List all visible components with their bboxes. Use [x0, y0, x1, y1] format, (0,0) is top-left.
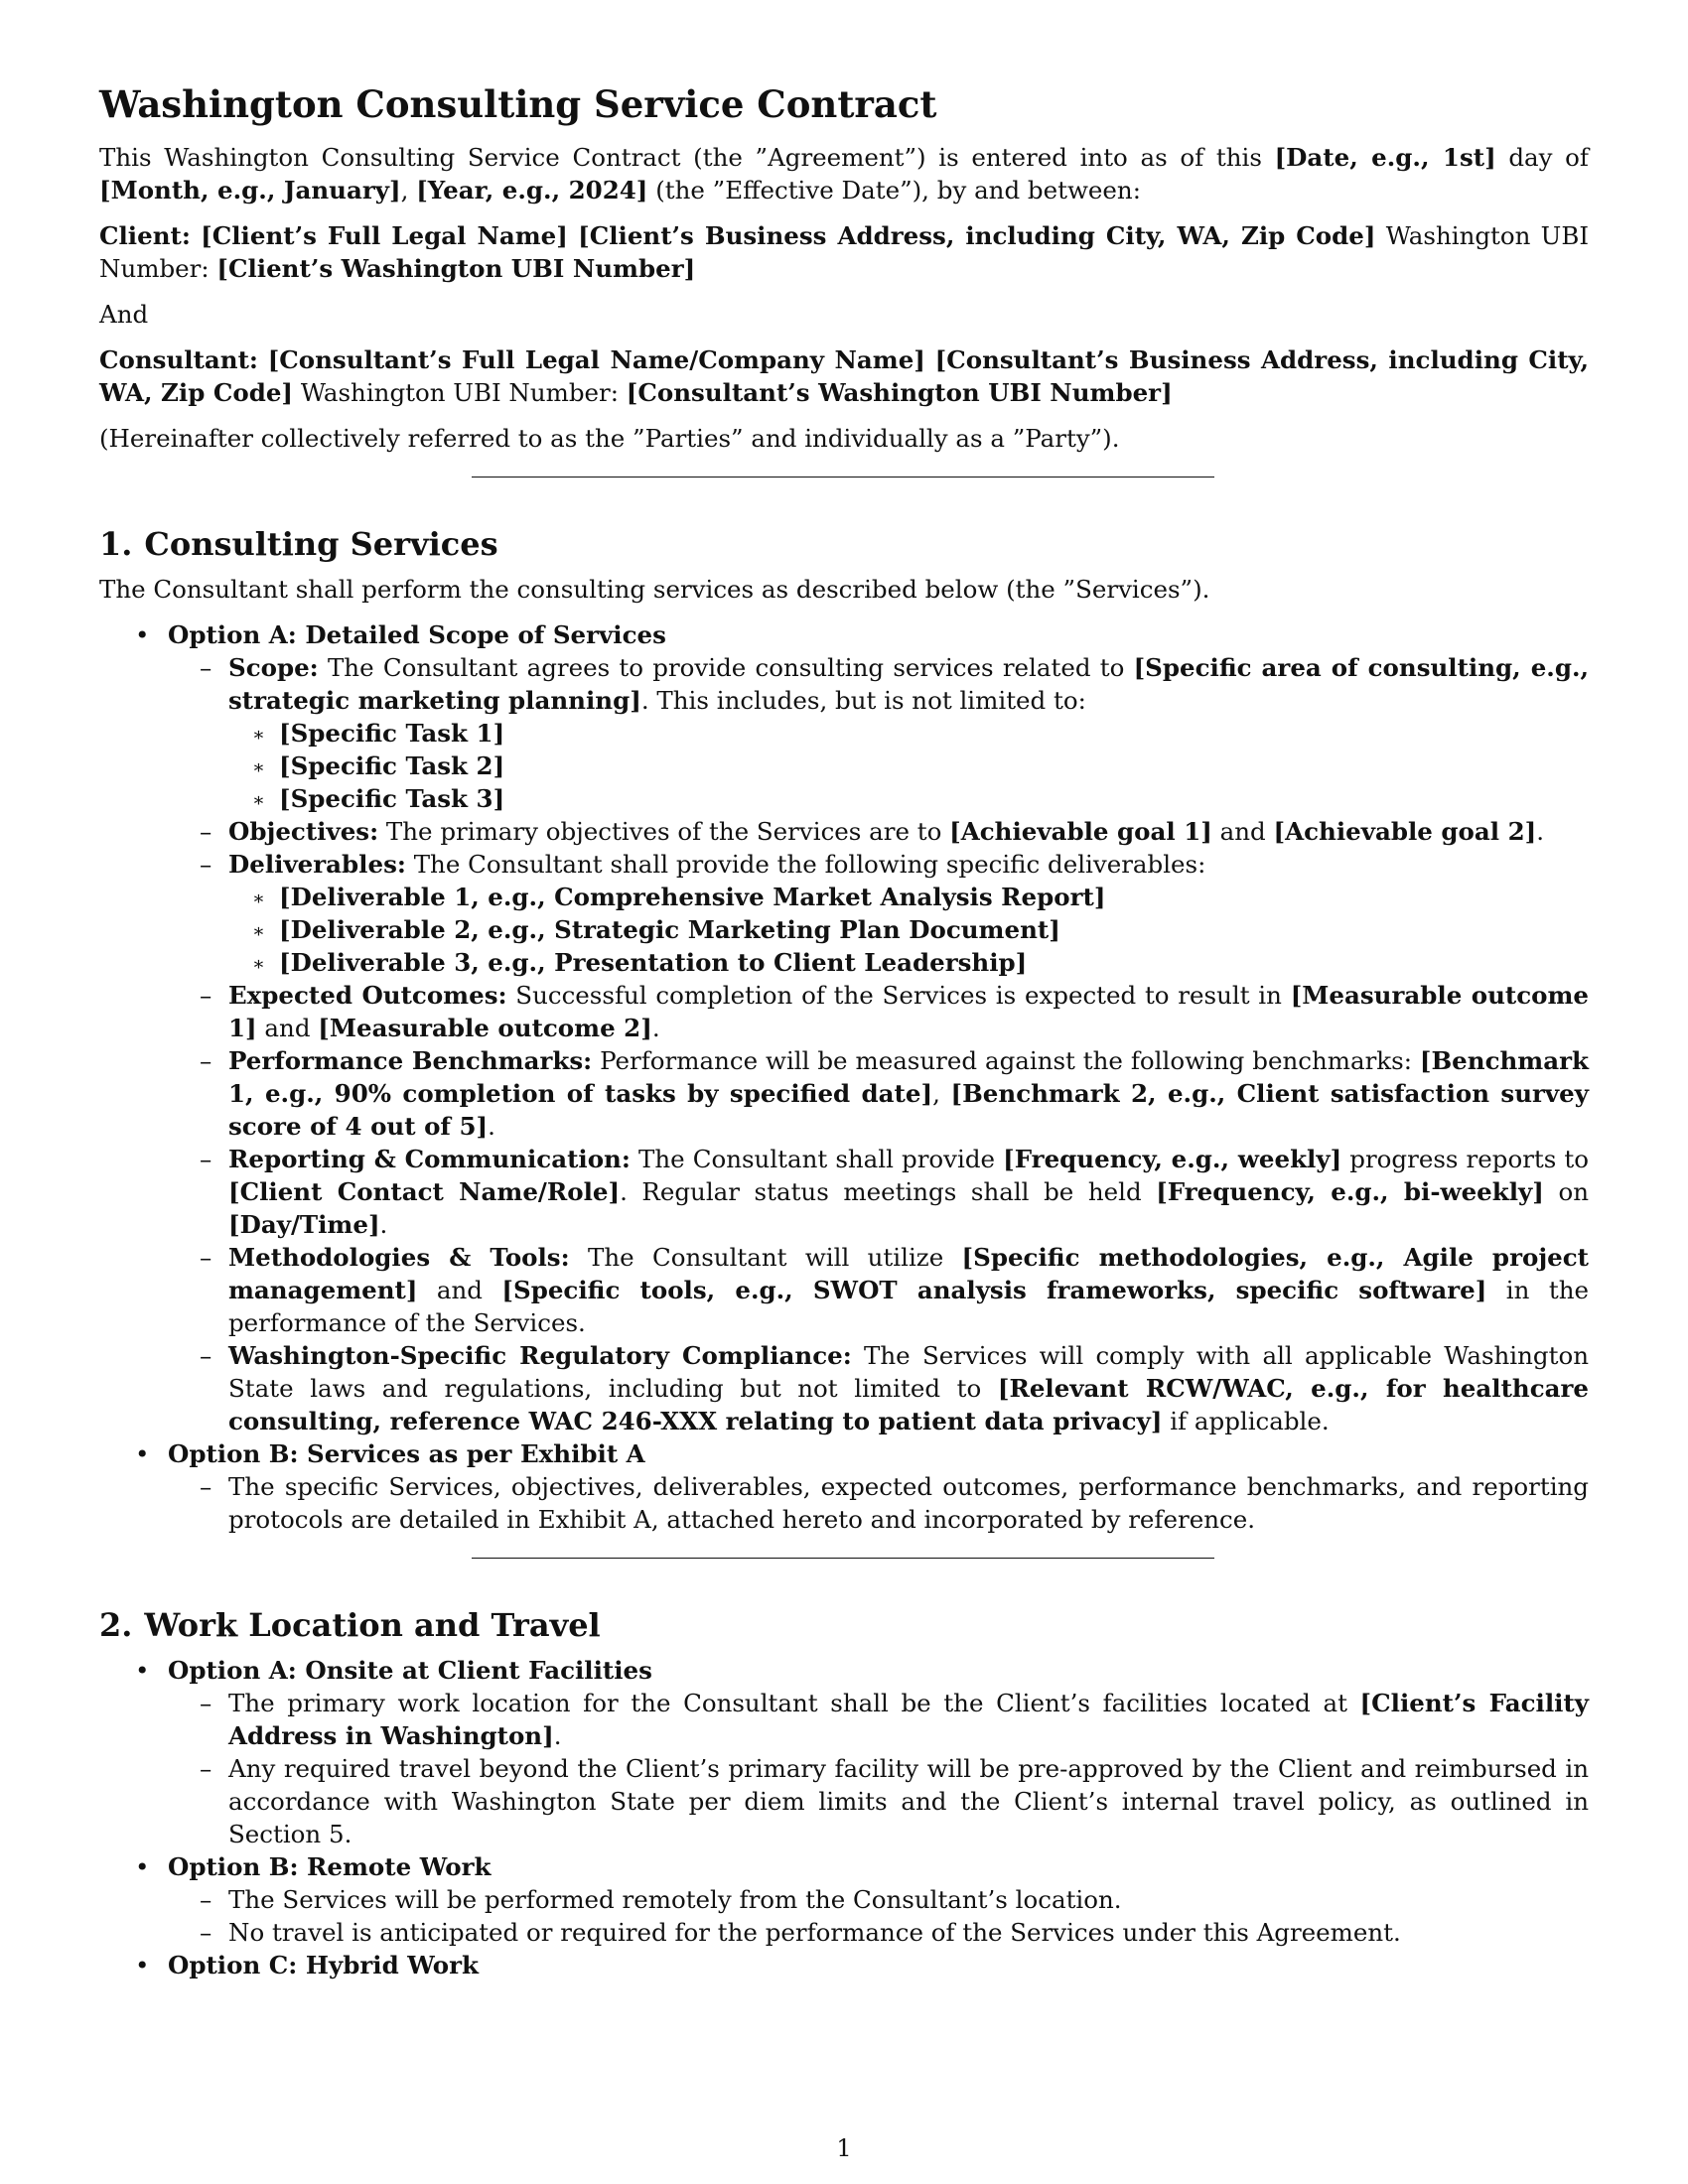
placeholder: [Client Contact Name/Role]: [228, 1177, 621, 1206]
intro-paragraph: [99, 141, 1589, 206]
list-item: [168, 1883, 1589, 1916]
section-number: 1.: [99, 525, 133, 563]
text: . This includes, but is not limited to:: [640, 686, 1086, 715]
list-item: [99, 1654, 1589, 1850]
section-divider: [472, 1558, 1214, 1559]
methods-label: Methodologies & Tools:: [228, 1243, 570, 1272]
placeholder: [Client’s Facility Address in Washington]: [228, 1689, 1589, 1750]
text: The Consultant agrees to provide consulting services related to: [318, 653, 1134, 682]
list-item: [99, 1850, 1589, 1949]
option-b-label: Option B: Services as per Exhibit A: [168, 1439, 645, 1468]
reporting-label: Reporting & Communication:: [228, 1145, 631, 1173]
task-placeholder: [Specific Task 1]: [279, 719, 505, 748]
dash-marker: –: [200, 1918, 212, 1947]
placeholder: [Specific tools, e.g., SWOT analysis frameworks, specific software]: [501, 1276, 1487, 1304]
document-title: Washington Consulting Service Contract: [99, 82, 937, 126]
text: day of: [1495, 143, 1590, 172]
outcomes-label: Expected Outcomes:: [228, 981, 507, 1010]
and-text: And: [99, 300, 149, 329]
list-item: [168, 651, 1589, 815]
list-item: [228, 750, 1589, 782]
bullet-marker: •: [135, 1951, 150, 1979]
page-number: 1: [836, 2134, 852, 2162]
placeholder: [Measurable outcome 1]: [228, 981, 1590, 1042]
dash-marker: –: [200, 817, 212, 846]
option-b-label: Option B: Remote Work: [168, 1852, 492, 1881]
bullet-marker: •: [135, 1656, 150, 1685]
bullet-marker: •: [135, 1439, 150, 1468]
placeholder: [Specific methodologies, e.g., Agile project management]: [228, 1243, 1590, 1304]
star-marker: ∗: [252, 724, 265, 746]
placeholder-year: [Year, e.g., 2024]: [416, 176, 648, 205]
placeholder: [Achievable goal 1]: [949, 817, 1212, 846]
star-marker: ∗: [252, 789, 265, 811]
text: Successful completion of the Services is expected to result in: [506, 981, 1291, 1010]
list-item: [99, 1949, 1589, 1981]
list-item: [228, 946, 1589, 979]
section-1-heading: [99, 523, 1589, 565]
section-divider: [472, 477, 1214, 478]
client-address-placeholder: [Client’s Business Address, including City, WA, Zip Code]: [578, 221, 1376, 250]
task-placeholder: [Specific Task 3]: [279, 784, 505, 813]
list-item: [168, 1339, 1589, 1437]
text: .: [488, 1112, 495, 1141]
list-item: [99, 1437, 1589, 1536]
section-title: Consulting Services: [144, 525, 498, 563]
client-name-placeholder: [Client’s Full Legal Name]: [201, 221, 568, 250]
consultant-label: Consultant:: [99, 345, 258, 374]
text: The Consultant shall provide: [630, 1145, 1004, 1173]
placeholder: [Day/Time]: [228, 1210, 380, 1239]
placeholder-date: [Date, e.g., 1st]: [1274, 143, 1496, 172]
hereinafter-paragraph: (Hereinafter collectively referred to as the ”Parties” and individually as a ”Party”).: [99, 424, 1120, 453]
dash-marker: –: [200, 1689, 212, 1717]
dash-marker: –: [200, 981, 212, 1010]
text: .: [651, 1014, 660, 1042]
consultant-ubi-placeholder: [Consultant’s Washington UBI Number]: [626, 378, 1173, 407]
deliverable-placeholder: [Deliverable 2, e.g., Strategic Marketing Plan Document]: [279, 915, 1060, 944]
dash-marker: –: [200, 850, 212, 879]
text: ,: [932, 1079, 951, 1108]
dash-marker: –: [200, 1341, 212, 1370]
section-1-intro: The Consultant shall perform the consulting services as described below (the ”Services”).: [99, 575, 1210, 604]
deliverable-placeholder: [Deliverable 1, e.g., Comprehensive Market Analysis Report]: [279, 883, 1106, 911]
client-block: [99, 219, 1589, 285]
scope-label: Scope:: [228, 653, 319, 682]
dash-marker: –: [200, 1243, 212, 1272]
text: .: [553, 1721, 562, 1750]
deliverable-list: [228, 881, 1589, 979]
list-item: [168, 1044, 1589, 1143]
consultant-ubi-label: Washington UBI Number:: [293, 378, 627, 407]
option-b-items: [168, 1470, 1589, 1536]
text: if applicable.: [1162, 1407, 1330, 1435]
text: . Regular status meetings shall be held: [620, 1177, 1157, 1206]
objectives-label: Objectives:: [228, 817, 379, 846]
task-placeholder: [Specific Task 2]: [279, 751, 505, 780]
text: and: [256, 1014, 319, 1042]
text: No travel is anticipated or required for the performance of the Services under this Agreement.: [228, 1918, 1401, 1947]
text: The Consultant will utilize: [569, 1243, 962, 1272]
list-item: [168, 1752, 1589, 1850]
bullet-marker: •: [135, 1852, 150, 1881]
placeholder: [Relevant RCW/WAC, e.g., for healthcare consulting, reference WAC 246-XXX relating to patient data privacy]: [228, 1374, 1589, 1435]
placeholder: [Benchmark 2, e.g., Client satisfaction survey score of 4 out of 5]: [228, 1079, 1589, 1141]
option-a-items: [168, 1687, 1589, 1850]
option-a-label: Option A: Detailed Scope of Services: [168, 620, 666, 649]
text: progress reports to: [1341, 1145, 1590, 1173]
dash-marker: –: [200, 1885, 212, 1914]
text: The specific Services, objectives, deliverables, expected outcomes, performance benchmarks, and reporting protocols are detailed in Exhibit A, attached hereto and incorporated by reference.: [228, 1472, 1589, 1534]
dash-marker: –: [200, 1145, 212, 1173]
list-item: [168, 979, 1589, 1044]
text: .: [1536, 817, 1545, 846]
task-list: [228, 717, 1589, 815]
dash-marker: –: [200, 653, 212, 682]
text: The primary objectives of the Services are to: [378, 817, 950, 846]
placeholder: [Frequency, e.g., weekly]: [1003, 1145, 1342, 1173]
placeholder: [Frequency, e.g., bi-weekly]: [1156, 1177, 1544, 1206]
consultant-block: [99, 343, 1589, 409]
list-item: [168, 1687, 1589, 1752]
dash-marker: –: [200, 1472, 212, 1501]
deliverables-label: Deliverables:: [228, 850, 406, 879]
section-2-options: [99, 1654, 1589, 1981]
client-ubi-placeholder: [Client’s Washington UBI Number]: [216, 254, 696, 283]
client-ubi-label: Washington UBI Number:: [99, 221, 1590, 283]
text: The Consultant shall provide the following specific deliverables:: [405, 850, 1206, 879]
text: Any required travel beyond the Client’s primary facility will be pre-approved by the Client and reimbursed in accordance with Washington State per diem limits and the Client’s internal travel policy, as outlined in Section 5.: [228, 1754, 1589, 1848]
list-item: [168, 1241, 1589, 1339]
star-marker: ∗: [252, 887, 265, 909]
section-number: 2.: [99, 1606, 133, 1644]
list-item: [168, 1470, 1589, 1536]
text: and: [417, 1276, 502, 1304]
text: in the performance of the Services.: [228, 1276, 1589, 1337]
list-item: [228, 782, 1589, 815]
placeholder: [Measurable outcome 2]: [318, 1014, 652, 1042]
document-page: [99, 81, 1589, 1981]
consultant-name-placeholder: [Consultant’s Full Legal Name/Company Name]: [267, 345, 925, 374]
section-2-heading: [99, 1604, 1589, 1646]
list-item: [228, 717, 1589, 750]
text: and: [1211, 817, 1274, 846]
bullet-marker: •: [135, 620, 150, 649]
list-item: [168, 848, 1589, 979]
text: (the ”Effective Date”), by and between:: [647, 176, 1141, 205]
text: The Services will be performed remotely from the Consultant’s location.: [228, 1885, 1122, 1914]
star-marker: ∗: [252, 920, 265, 942]
list-item: [168, 1143, 1589, 1241]
text: This Washington Consulting Service Contract (the ”Agreement”) is entered into as of this: [99, 143, 1275, 172]
text: Performance will be measured against the following benchmarks:: [592, 1046, 1420, 1075]
list-item: [168, 815, 1589, 848]
text: The primary work location for the Consultant shall be the Client’s facilities located at: [228, 1689, 1360, 1717]
placeholder: [Achievable goal 2]: [1273, 817, 1537, 846]
client-label: Client:: [99, 221, 191, 250]
section-title: Work Location and Travel: [144, 1606, 601, 1644]
option-c-label: Option C: Hybrid Work: [168, 1951, 479, 1979]
deliverable-placeholder: [Deliverable 3, e.g., Presentation to Client Leadership]: [279, 948, 1028, 977]
star-marker: ∗: [252, 756, 265, 778]
star-marker: ∗: [252, 953, 265, 975]
placeholder: [Benchmark 1, e.g., 90% completion of tasks by specified date]: [228, 1046, 1589, 1108]
list-item: [228, 913, 1589, 946]
list-item: [228, 881, 1589, 913]
option-b-items: [168, 1883, 1589, 1949]
text: on: [1543, 1177, 1589, 1206]
list-item: [168, 1916, 1589, 1949]
dash-marker: –: [200, 1046, 212, 1075]
benchmarks-label: Performance Benchmarks:: [228, 1046, 593, 1075]
text: ,: [400, 176, 417, 205]
list-item: [99, 618, 1589, 1437]
text: The Services will comply with all applicable Washington State laws and regulations, including but not limited to: [228, 1341, 1589, 1403]
text: .: [379, 1210, 388, 1239]
placeholder-month: [Month, e.g., January]: [99, 176, 401, 205]
dash-marker: –: [200, 1754, 212, 1783]
option-a-items: [168, 651, 1589, 1437]
consultant-address-placeholder: [Consultant’s Business Address, including City, WA, Zip Code]: [99, 345, 1589, 407]
compliance-label: Washington-Specific Regulatory Compliance:: [228, 1341, 852, 1370]
placeholder: [Specific area of consulting, e.g., strategic marketing planning]: [228, 653, 1590, 715]
section-1-options: [99, 618, 1589, 1536]
option-a-label: Option A: Onsite at Client Facilities: [168, 1656, 652, 1685]
